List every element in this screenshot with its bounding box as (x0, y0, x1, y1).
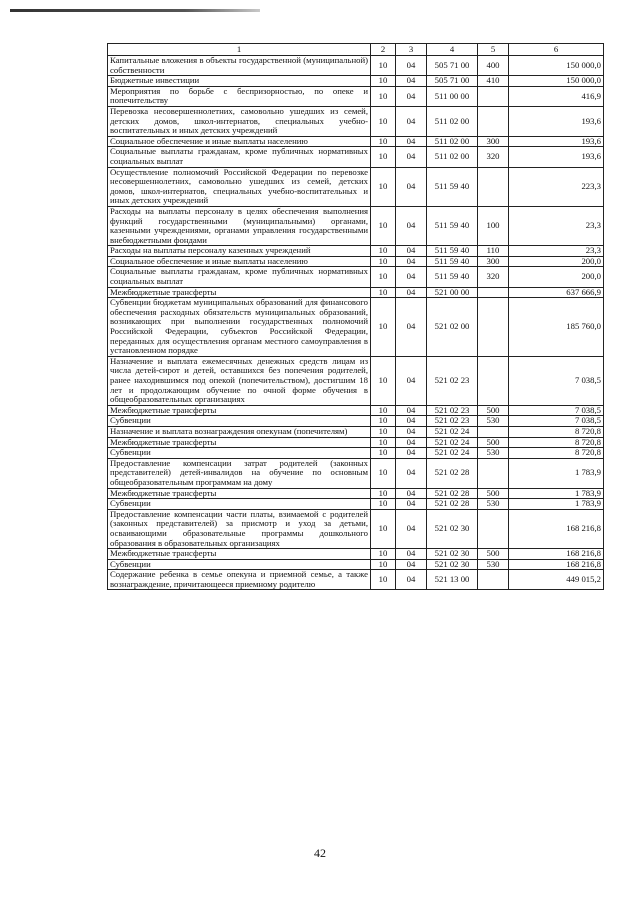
section-code-cell: 10 (371, 509, 396, 548)
table-row (108, 488, 604, 499)
table-row (108, 267, 604, 287)
expense-type-cell: 320 (478, 147, 509, 167)
subsection-code-cell: 04 (396, 256, 427, 267)
amount-cell: 168 216,8 (509, 509, 604, 548)
subsection-code-cell: 04 (396, 56, 427, 76)
subsection-code-cell: 04 (396, 426, 427, 437)
row-name-cell: Межбюджетные трансферты (108, 287, 371, 298)
budget-table (107, 43, 604, 590)
expense-type-cell (478, 167, 509, 206)
expense-type-cell: 110 (478, 246, 509, 257)
subsection-code-cell: 04 (396, 206, 427, 245)
section-code-cell: 10 (371, 426, 396, 437)
table-header-row (108, 44, 604, 56)
table-row (108, 509, 604, 548)
subsection-code-cell: 04 (396, 416, 427, 427)
amount-cell: 185 760,0 (509, 298, 604, 357)
table-row (108, 458, 604, 488)
header-cell: 6 (509, 44, 604, 56)
subsection-code-cell: 04 (396, 246, 427, 257)
row-name-cell: Субвенции (108, 448, 371, 459)
row-name-cell: Расходы на выплаты персоналу казенных учреждений (108, 246, 371, 257)
table-row (108, 86, 604, 106)
amount-cell: 193,6 (509, 106, 604, 136)
section-code-cell: 10 (371, 106, 396, 136)
target-article-cell: 511 59 40 (427, 206, 478, 245)
section-code-cell: 10 (371, 206, 396, 245)
section-code-cell: 10 (371, 488, 396, 499)
amount-cell: 200,0 (509, 267, 604, 287)
expense-type-cell: 500 (478, 549, 509, 560)
amount-cell: 1 783,9 (509, 499, 604, 510)
row-name-cell: Межбюджетные трансферты (108, 405, 371, 416)
page-number: 42 (314, 846, 326, 860)
row-name-cell: Капитальные вложения в объекты государственной (муниципальной) собственности (108, 56, 371, 76)
amount-cell: 150 000,0 (509, 56, 604, 76)
expense-type-cell (478, 287, 509, 298)
amount-cell: 200,0 (509, 256, 604, 267)
row-name-cell: Межбюджетные трансферты (108, 549, 371, 560)
row-name-cell: Содержание ребенка в семье опекуна и приемной семье, а также вознаграждение, причитающееся приемному родителю (108, 570, 371, 590)
amount-cell: 150 000,0 (509, 76, 604, 87)
section-code-cell: 10 (371, 256, 396, 267)
row-name-cell: Социальные выплаты гражданам, кроме публичных нормативных социальных выплат (108, 147, 371, 167)
target-article-cell: 511 59 40 (427, 167, 478, 206)
expense-type-cell (478, 106, 509, 136)
section-code-cell: 10 (371, 356, 396, 405)
expense-type-cell: 500 (478, 437, 509, 448)
expense-type-cell (478, 356, 509, 405)
section-code-cell: 10 (371, 458, 396, 488)
amount-cell: 1 783,9 (509, 488, 604, 499)
section-code-cell: 10 (371, 86, 396, 106)
section-code-cell: 10 (371, 549, 396, 560)
target-article-cell: 521 02 24 (427, 426, 478, 437)
expense-type-cell (478, 426, 509, 437)
expense-type-cell: 320 (478, 267, 509, 287)
section-code-cell: 10 (371, 267, 396, 287)
expense-type-cell: 410 (478, 76, 509, 87)
target-article-cell: 511 00 00 (427, 86, 478, 106)
top-rule (10, 9, 260, 12)
expense-type-cell: 100 (478, 206, 509, 245)
section-code-cell: 10 (371, 405, 396, 416)
row-name-cell: Предоставление компенсации затрат родителей (законных представителей) детей-инвалидов на обучение по основным общеобразовательным программам на дому (108, 458, 371, 488)
table-row (108, 426, 604, 437)
target-article-cell: 521 00 00 (427, 287, 478, 298)
section-code-cell: 10 (371, 437, 396, 448)
target-article-cell: 521 02 28 (427, 458, 478, 488)
section-code-cell: 10 (371, 416, 396, 427)
subsection-code-cell: 04 (396, 106, 427, 136)
amount-cell: 449 015,2 (509, 570, 604, 590)
amount-cell: 7 038,5 (509, 405, 604, 416)
amount-cell: 23,3 (509, 206, 604, 245)
table-row (108, 416, 604, 427)
table-row (108, 147, 604, 167)
table-row (108, 570, 604, 590)
amount-cell: 168 216,8 (509, 549, 604, 560)
subsection-code-cell: 04 (396, 509, 427, 548)
expense-type-cell: 500 (478, 488, 509, 499)
table-row (108, 298, 604, 357)
table-row (108, 56, 604, 76)
expense-type-cell: 530 (478, 448, 509, 459)
expense-type-cell: 500 (478, 405, 509, 416)
section-code-cell: 10 (371, 559, 396, 570)
subsection-code-cell: 04 (396, 549, 427, 560)
table-row (108, 499, 604, 510)
header-cell: 2 (371, 44, 396, 56)
subsection-code-cell: 04 (396, 287, 427, 298)
row-name-cell: Осуществление полномочий Российской Федерации по перевозке несовершеннолетних, самовольно ушедших из семей, детских домов, школ-интернатов, специальных учебно-воспитательных и иных детских учреждений (108, 167, 371, 206)
amount-cell: 7 038,5 (509, 356, 604, 405)
table-row (108, 76, 604, 87)
section-code-cell: 10 (371, 56, 396, 76)
table-row (108, 106, 604, 136)
target-article-cell: 505 71 00 (427, 56, 478, 76)
target-article-cell: 511 02 00 (427, 106, 478, 136)
row-name-cell: Социальное обеспечение и иные выплаты населению (108, 136, 371, 147)
amount-cell: 23,3 (509, 246, 604, 257)
expense-type-cell: 400 (478, 56, 509, 76)
expense-type-cell: 530 (478, 499, 509, 510)
header-cell: 4 (427, 44, 478, 56)
subsection-code-cell: 04 (396, 167, 427, 206)
amount-cell: 416,9 (509, 86, 604, 106)
subsection-code-cell: 04 (396, 458, 427, 488)
section-code-cell: 10 (371, 298, 396, 357)
subsection-code-cell: 04 (396, 559, 427, 570)
target-article-cell: 511 02 00 (427, 136, 478, 147)
row-name-cell: Межбюджетные трансферты (108, 488, 371, 499)
subsection-code-cell: 04 (396, 405, 427, 416)
amount-cell: 8 720,8 (509, 426, 604, 437)
amount-cell: 637 666,9 (509, 287, 604, 298)
amount-cell: 193,6 (509, 136, 604, 147)
table-row (108, 206, 604, 245)
subsection-code-cell: 04 (396, 356, 427, 405)
subsection-code-cell: 04 (396, 147, 427, 167)
row-name-cell: Расходы на выплаты персоналу в целях обеспечения выполнения функций государственными (муниципальными) органами, казенными учреждениями, органами управления государственными внебюджетными фондами (108, 206, 371, 245)
subsection-code-cell: 04 (396, 267, 427, 287)
table-row (108, 437, 604, 448)
header-cell: 1 (108, 44, 371, 56)
target-article-cell: 521 02 28 (427, 488, 478, 499)
row-name-cell: Перевозка несовершеннолетних, самовольно ушедших из семей, детских домов, школ-интернатов, специальных учебно-воспитательных и иных детских учреждений (108, 106, 371, 136)
row-name-cell: Социальное обеспечение и иные выплаты населению (108, 256, 371, 267)
target-article-cell: 521 02 30 (427, 559, 478, 570)
section-code-cell: 10 (371, 499, 396, 510)
row-name-cell: Бюджетные инвестиции (108, 76, 371, 87)
row-name-cell: Назначение и выплата ежемесячных денежных средств лицам из числа детей-сирот и детей, оставшихся без попечения родителей, ранее находившимся под опекой (попечительством), достигшим 18 лет и продолжающим обучение по очной форме обучения в общеобразовательных организациях (108, 356, 371, 405)
target-article-cell: 511 59 40 (427, 256, 478, 267)
row-name-cell: Назначение и выплата вознаграждения опекунам (попечителям) (108, 426, 371, 437)
expense-type-cell: 530 (478, 559, 509, 570)
target-article-cell: 511 02 00 (427, 147, 478, 167)
target-article-cell: 521 02 30 (427, 509, 478, 548)
subsection-code-cell: 04 (396, 136, 427, 147)
amount-cell: 168 216,8 (509, 559, 604, 570)
target-article-cell: 521 02 28 (427, 499, 478, 510)
amount-cell: 8 720,8 (509, 448, 604, 459)
subsection-code-cell: 04 (396, 437, 427, 448)
table-row (108, 405, 604, 416)
table-row (108, 287, 604, 298)
row-name-cell: Субвенции бюджетам муниципальных образований для финансового обеспечения расходных обязательств муниципальных образований, возникающих при выполнении государственных полномочий Российской Федерации, субъектов Российской Федерации, переданных для осуществления органам местного самоуправления в установленном порядке (108, 298, 371, 357)
row-name-cell: Субвенции (108, 499, 371, 510)
subsection-code-cell: 04 (396, 499, 427, 510)
expense-type-cell (478, 509, 509, 548)
target-article-cell: 521 02 23 (427, 405, 478, 416)
section-code-cell: 10 (371, 136, 396, 147)
row-name-cell: Субвенции (108, 416, 371, 427)
target-article-cell: 521 13 00 (427, 570, 478, 590)
expense-type-cell (478, 570, 509, 590)
section-code-cell: 10 (371, 570, 396, 590)
target-article-cell: 521 02 30 (427, 549, 478, 560)
section-code-cell: 10 (371, 448, 396, 459)
target-article-cell: 511 59 40 (427, 246, 478, 257)
target-article-cell: 521 02 23 (427, 356, 478, 405)
target-article-cell: 521 02 24 (427, 437, 478, 448)
table-row (108, 559, 604, 570)
table-row (108, 136, 604, 147)
amount-cell: 8 720,8 (509, 437, 604, 448)
section-code-cell: 10 (371, 147, 396, 167)
table-row (108, 246, 604, 257)
section-code-cell: 10 (371, 287, 396, 298)
row-name-cell: Субвенции (108, 559, 371, 570)
header-cell: 3 (396, 44, 427, 56)
amount-cell: 7 038,5 (509, 416, 604, 427)
expense-type-cell (478, 458, 509, 488)
table-row (108, 448, 604, 459)
row-name-cell: Предоставление компенсации части платы, взимаемой с родителей (законных представителей) за присмотр и уход за детьми, осваивающими образовательные программы дошкольного образования в образовательных организациях (108, 509, 371, 548)
header-cell: 5 (478, 44, 509, 56)
table-row (108, 256, 604, 267)
subsection-code-cell: 04 (396, 86, 427, 106)
amount-cell: 223,3 (509, 167, 604, 206)
expense-type-cell: 300 (478, 256, 509, 267)
target-article-cell: 521 02 00 (427, 298, 478, 357)
section-code-cell: 10 (371, 76, 396, 87)
table-row (108, 549, 604, 560)
table-row (108, 167, 604, 206)
amount-cell: 1 783,9 (509, 458, 604, 488)
target-article-cell: 521 02 24 (427, 448, 478, 459)
subsection-code-cell: 04 (396, 488, 427, 499)
expense-type-cell (478, 298, 509, 357)
target-article-cell: 511 59 40 (427, 267, 478, 287)
row-name-cell: Межбюджетные трансферты (108, 437, 371, 448)
subsection-code-cell: 04 (396, 448, 427, 459)
amount-cell: 193,6 (509, 147, 604, 167)
section-code-cell: 10 (371, 246, 396, 257)
table-row (108, 356, 604, 405)
subsection-code-cell: 04 (396, 76, 427, 87)
target-article-cell: 505 71 00 (427, 76, 478, 87)
subsection-code-cell: 04 (396, 298, 427, 357)
expense-type-cell (478, 86, 509, 106)
section-code-cell: 10 (371, 167, 396, 206)
row-name-cell: Мероприятия по борьбе с беспризорностью, по опеке и попечительству (108, 86, 371, 106)
expense-type-cell: 530 (478, 416, 509, 427)
row-name-cell: Социальные выплаты гражданам, кроме публичных нормативных социальных выплат (108, 267, 371, 287)
subsection-code-cell: 04 (396, 570, 427, 590)
expense-type-cell: 300 (478, 136, 509, 147)
target-article-cell: 521 02 23 (427, 416, 478, 427)
